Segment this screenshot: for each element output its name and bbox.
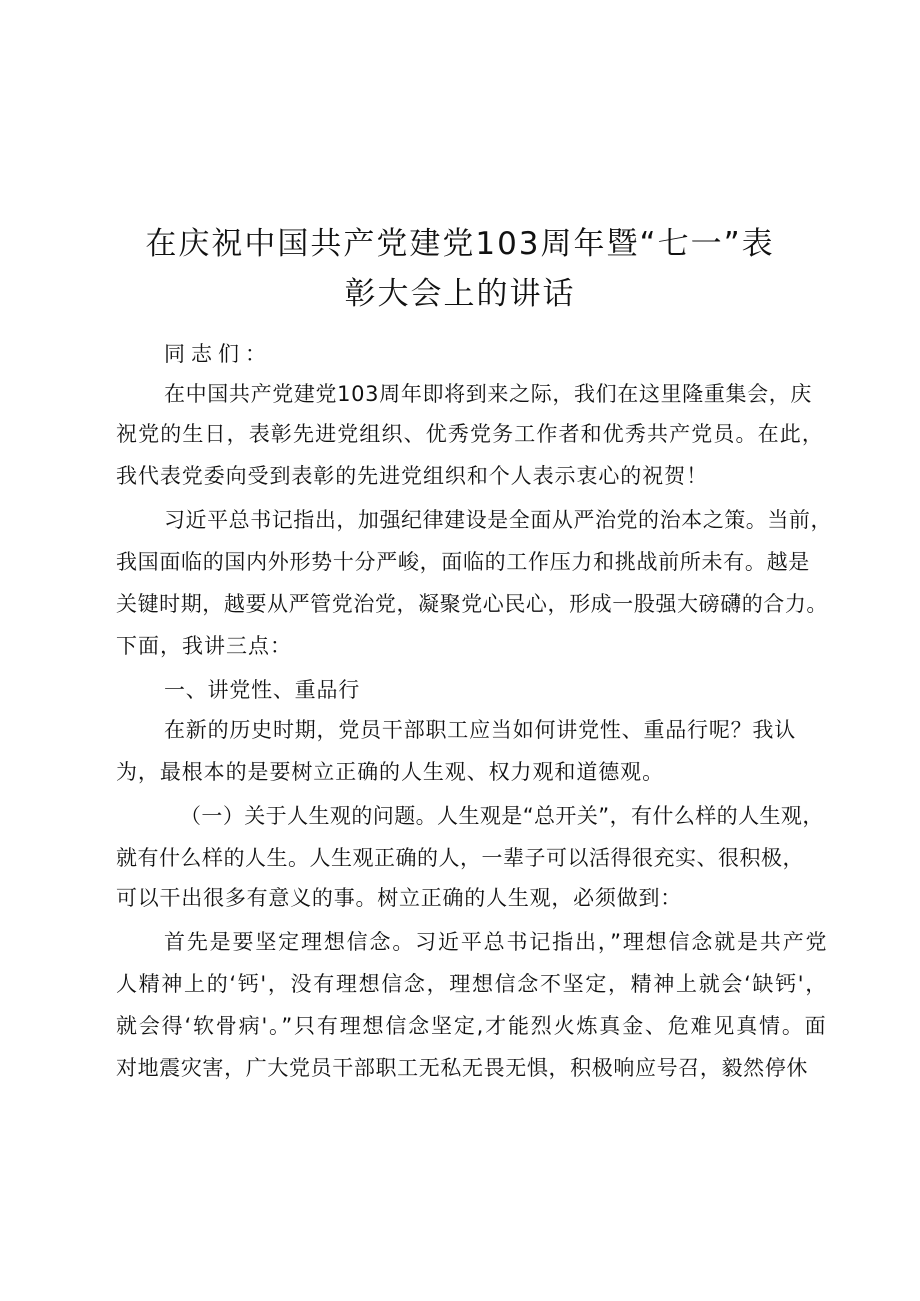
document-title-line-2: 彰大会上的讲话 <box>344 276 576 312</box>
salutation: 同志们： <box>164 342 272 366</box>
paragraph-line: 就有什么样的人生。人生观正确的人，一辈子可以活得很充实、很积极， <box>116 846 804 870</box>
paragraph-line: 下面，我讲三点： <box>116 634 292 658</box>
paragraph-line: 关键时期，越要从严管党治党，凝聚党心民心，形成一股强大磅礴的合力。 <box>116 592 828 616</box>
paragraph-line: 在中国共产党建党103周年即将到来之际，我们在这里隆重集会，庆 <box>164 382 812 406</box>
paragraph-line: 习近平总书记指出，加强纪律建设是全面从严治党的治本之策。当前， <box>164 508 832 532</box>
paragraph-line: 对地震灾害，广大党员干部职工无私无畏无惧，积极响应号召，毅然停休 <box>116 1056 808 1080</box>
subsection-line: （一）关于人生观的问题。人生观是“总开关”，有什么样的人生观， <box>180 804 824 828</box>
paragraph-line: 祝党的生日，表彰先进党组织、优秀党务工作者和优秀共产党员。在此， <box>116 422 824 446</box>
paragraph-line: 我代表党委向受到表彰的先进党组织和个人表示衷心的祝贺！ <box>116 464 708 488</box>
paragraph-line: 在新的历史时期，党员干部职工应当如何讲党性、重品行呢？我认 <box>164 718 796 742</box>
paragraph-line: 就会得‘软骨病'。”只有理想信念坚定,才能烈火炼真金、危难见真情。面 <box>116 1014 828 1038</box>
paragraph-line: 首先是要坚定理想信念。习近平总书记指出，”理想信念就是共产党 <box>164 930 828 954</box>
document-title-line-1: 在庆祝中国共产党建党103周年暨“七一”表 <box>145 226 775 262</box>
paragraph-line: 可以干出很多有意义的事。树立正确的人生观，必须做到： <box>116 886 682 910</box>
paragraph-line: 为，最根本的是要树立正确的人生观、权力观和道德观。 <box>116 760 664 784</box>
paragraph-line: 我国面临的国内外形势十分严峻，面临的工作压力和挑战前所未有。越是 <box>116 550 810 574</box>
paragraph-line: 人精神上的‘钙'，没有理想信念，理想信念不坚定，精神上就会‘缺钙'， <box>116 972 828 996</box>
section-heading: 一、讲党性、重品行 <box>164 678 360 702</box>
